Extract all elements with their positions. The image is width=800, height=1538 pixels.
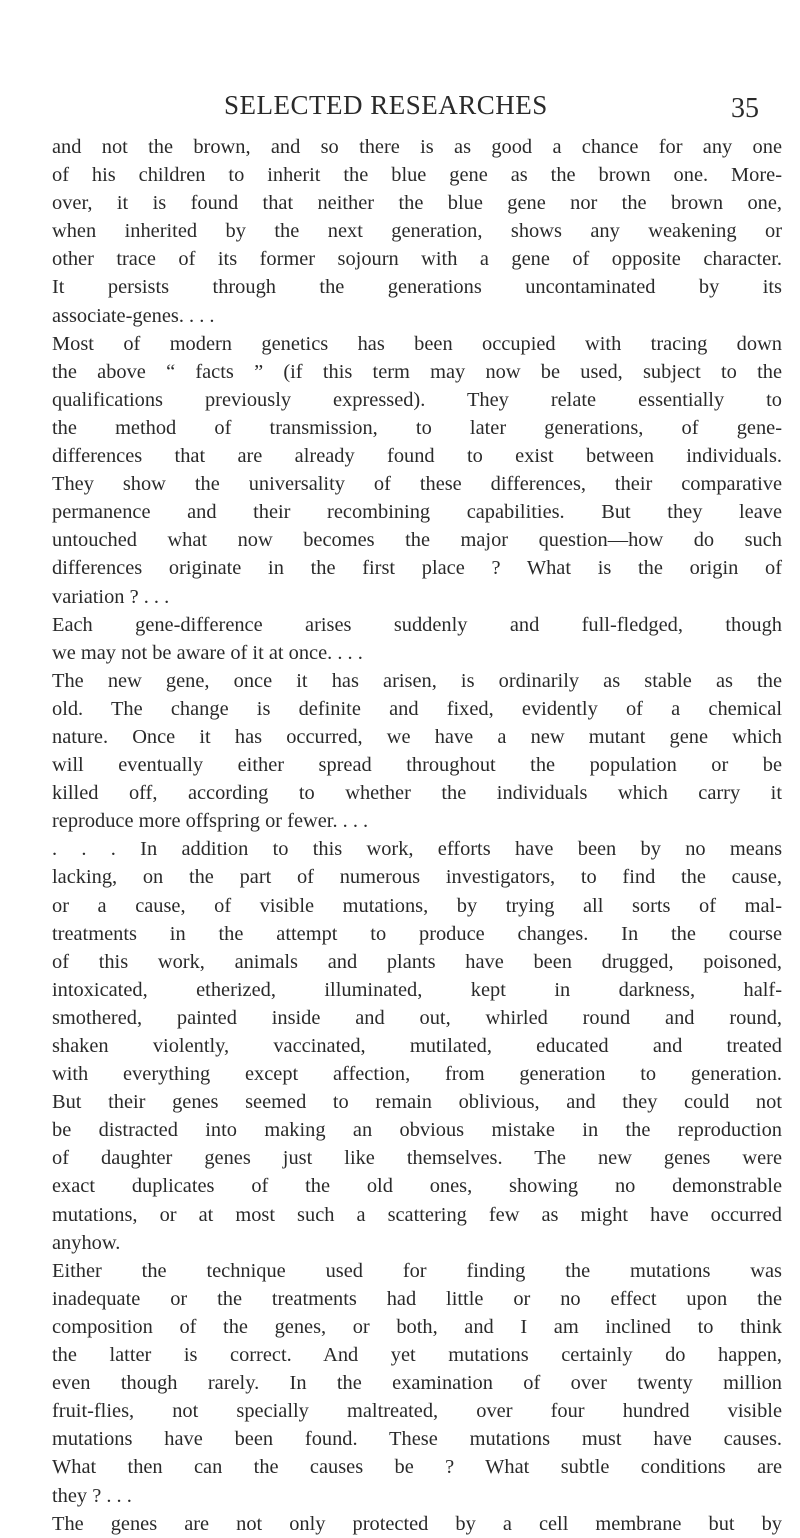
text-line: we may not be aware of it at once. . . . (52, 641, 363, 664)
text-line: other trace of its former sojourn with a gene of opposite character. (52, 248, 782, 271)
text-line: smothered, painted inside and out, whirled round and round, (52, 1006, 782, 1029)
text-line: The genes are not only protected by a cell membrane but by (52, 1512, 782, 1535)
text-line: they ? . . . (52, 1484, 132, 1507)
text-line: old. The change is definite and fixed, evidently of a chemical (52, 697, 782, 720)
text-line: be distracted into making an obvious mistake in the reproduction (52, 1119, 782, 1142)
body-text (52, 133, 782, 1538)
text-line: of this work, animals and plants have been drugged, poisoned, (52, 950, 782, 973)
text-line: mutations have been found. These mutations must have causes. (52, 1428, 782, 1451)
running-head-title: SELECTED RESEARCHES (224, 90, 548, 120)
text-line: shaken violently, vaccinated, mutilated, educated and treated (52, 1035, 782, 1057)
text-line: variation ? . . . (52, 585, 170, 608)
text-line: the above “ facts ” (if this term may now be used, subject to the (52, 360, 782, 383)
text-line: It persists through the generations uncontaminated by its (52, 276, 782, 299)
text-line: The new gene, once it has arisen, is ordinarily as stable as the (52, 669, 782, 692)
text-line: even though rarely. In the examination of over twenty million (52, 1372, 782, 1395)
text-line: over, it is found that neither the blue gene nor the brown one, (52, 192, 782, 215)
text-line: or a cause, of visible mutations, by trying all sorts of mal- (52, 894, 782, 917)
text-line: with everything except affection, from generation to generation. (52, 1063, 782, 1086)
text-line: composition of the genes, or both, and I am inclined to think (52, 1315, 782, 1338)
text-line: inadequate or the treatments had little or no effect upon the (52, 1287, 782, 1310)
text-line: Each gene-difference arises suddenly and full-fledged, though (52, 613, 782, 636)
text-line: But their genes seemed to remain oblivious, and they could not (52, 1091, 782, 1114)
text-line: differences that are already found to exist between individuals. (52, 445, 782, 468)
text-line: the method of transmission, to later generations, of gene- (52, 416, 782, 439)
text-line: nature. Once it has occurred, we have a new mutant gene which (52, 725, 782, 748)
text-line: when inherited by the next generation, shows any weakening or (52, 220, 782, 243)
text-line: differences originate in the first place ? What is the origin of (52, 557, 782, 580)
text-line: exact duplicates of the old ones, showing no demonstrable (52, 1175, 782, 1198)
text-line: treatments in the attempt to produce changes. In the course (52, 922, 782, 945)
text-line: . . . In addition to this work, efforts have been by no means (52, 838, 782, 861)
text-line: will eventually either spread throughout the population or be (52, 754, 782, 777)
text-line: qualifications previously expressed). They relate essentially to (52, 388, 782, 411)
text-line: permanence and their recombining capabilities. But they leave (52, 501, 782, 524)
text-line: and not the brown, and so there is as good a chance for any one (52, 136, 782, 158)
text-line: mutations, or at most such a scattering few as might have occurred (52, 1203, 782, 1226)
text-line: reproduce more offspring or fewer. . . . (52, 810, 369, 833)
text-line: Either the technique used for finding the mutations was (52, 1259, 782, 1282)
text-line: What then can the causes be ? What subtle conditions are (52, 1456, 782, 1479)
page-number: 35 (731, 93, 759, 124)
text-line: Most of modern genetics has been occupied with tracing down (52, 332, 782, 355)
text-line: of daughter genes just like themselves. The new genes were (52, 1147, 782, 1170)
text-line: the latter is correct. And yet mutations certainly do happen, (52, 1344, 782, 1367)
text-line: anyhow. (52, 1231, 121, 1254)
text-line: untouched what now becomes the major question—how do such (52, 529, 782, 552)
text-line: fruit-flies, not specially maltreated, over four hundred visible (52, 1400, 782, 1423)
text-line: lacking, on the part of numerous investigators, to find the cause, (52, 866, 782, 889)
text-line: of his children to inherit the blue gene as the brown one. More- (52, 164, 782, 187)
text-line: intoxicated, etherized, illuminated, kept in darkness, half- (52, 978, 782, 1001)
text-line: killed off, according to whether the individuals which carry it (52, 782, 782, 805)
text-line: They show the universality of these differences, their comparative (52, 473, 782, 496)
text-line: associate-genes. . . . (52, 304, 215, 327)
